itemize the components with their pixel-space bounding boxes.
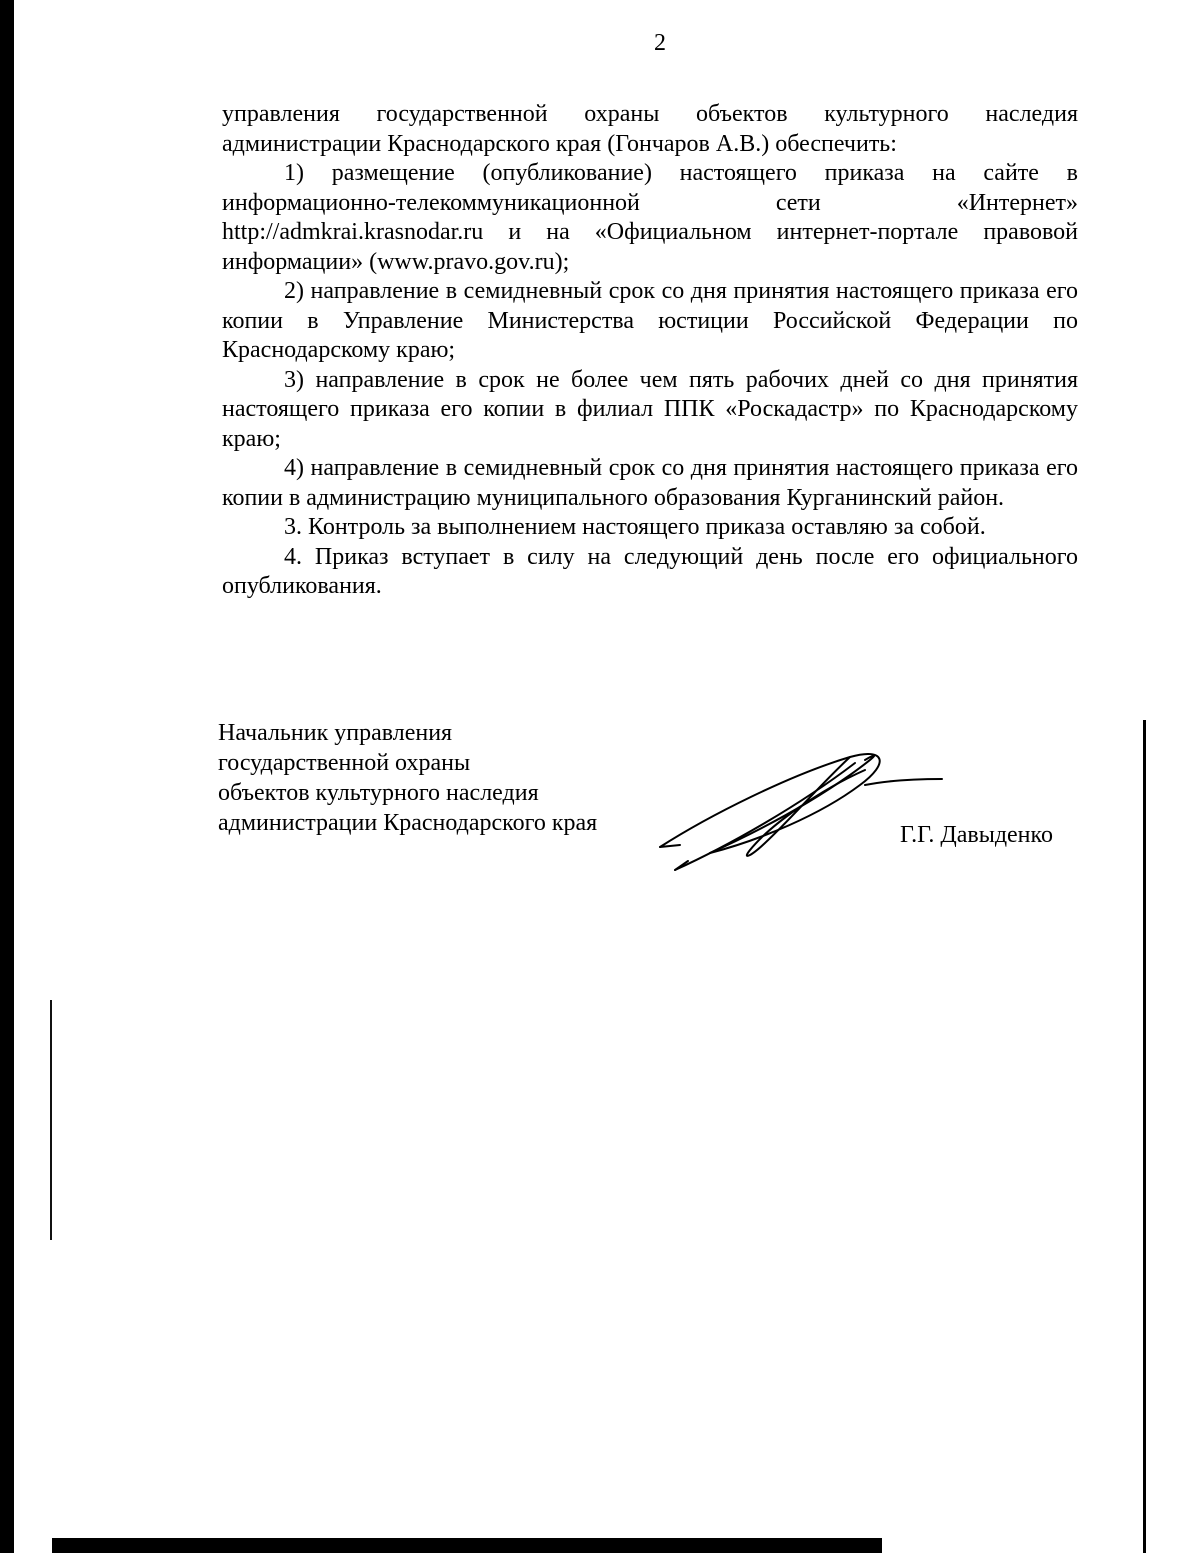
- paragraph-item-1: 1) размещение (опубликование) настоящего приказа на сайте в информационно-телекоммуникационной сети «Интернет» http://admkrai.krasnodar.ru и на «Официальном интернет-портале правовой информации» (www.pravo.gov.ru);: [222, 160, 1078, 275]
- paragraph-item-2: 2) направление в семидневный срок со дня принятия настоящего приказа его копии в Управление Министерства юстиции Российской Федерации по Краснодарскому краю;: [222, 278, 1078, 363]
- scan-line-left: [50, 1000, 52, 1240]
- position-line: государственной охраны: [218, 750, 471, 776]
- paragraph-item-4: 4) направление в семидневный срок со дня принятия настоящего приказа его копии в администрацию муниципального образования Курганинский район.: [222, 455, 1078, 511]
- paragraph-intro: управления государственной охраны объектов культурного наследия администрации Краснодарского края (Гончаров А.В.) обеспечить:: [222, 101, 1078, 157]
- position-line: администрации Краснодарского края: [218, 810, 598, 836]
- position-line: объектов культурного наследия: [218, 780, 539, 806]
- signatory-position: [218, 718, 678, 838]
- scan-edge-left: [0, 0, 14, 1553]
- paragraph-control: 3. Контроль за выполнением настоящего приказа оставляю за собой.: [284, 514, 986, 540]
- page-number: 2: [654, 30, 666, 56]
- paragraph-effective: 4. Приказ вступает в силу на следующий день после его официального опубликования.: [222, 543, 1078, 599]
- signer-name: Г.Г. Давыденко: [900, 822, 1053, 848]
- scan-line-right: [1143, 720, 1146, 1553]
- paragraph-item-3: 3) направление в срок не более чем пять рабочих дней со дня принятия настоящего приказа его копии в филиал ППК «Роскадастр» по Краснодарскому краю;: [222, 366, 1078, 452]
- document-body: [222, 100, 1078, 602]
- handwritten-signature: [650, 735, 950, 885]
- scan-edge-bottom: [52, 1538, 882, 1553]
- position-line: Начальник управления: [218, 720, 453, 746]
